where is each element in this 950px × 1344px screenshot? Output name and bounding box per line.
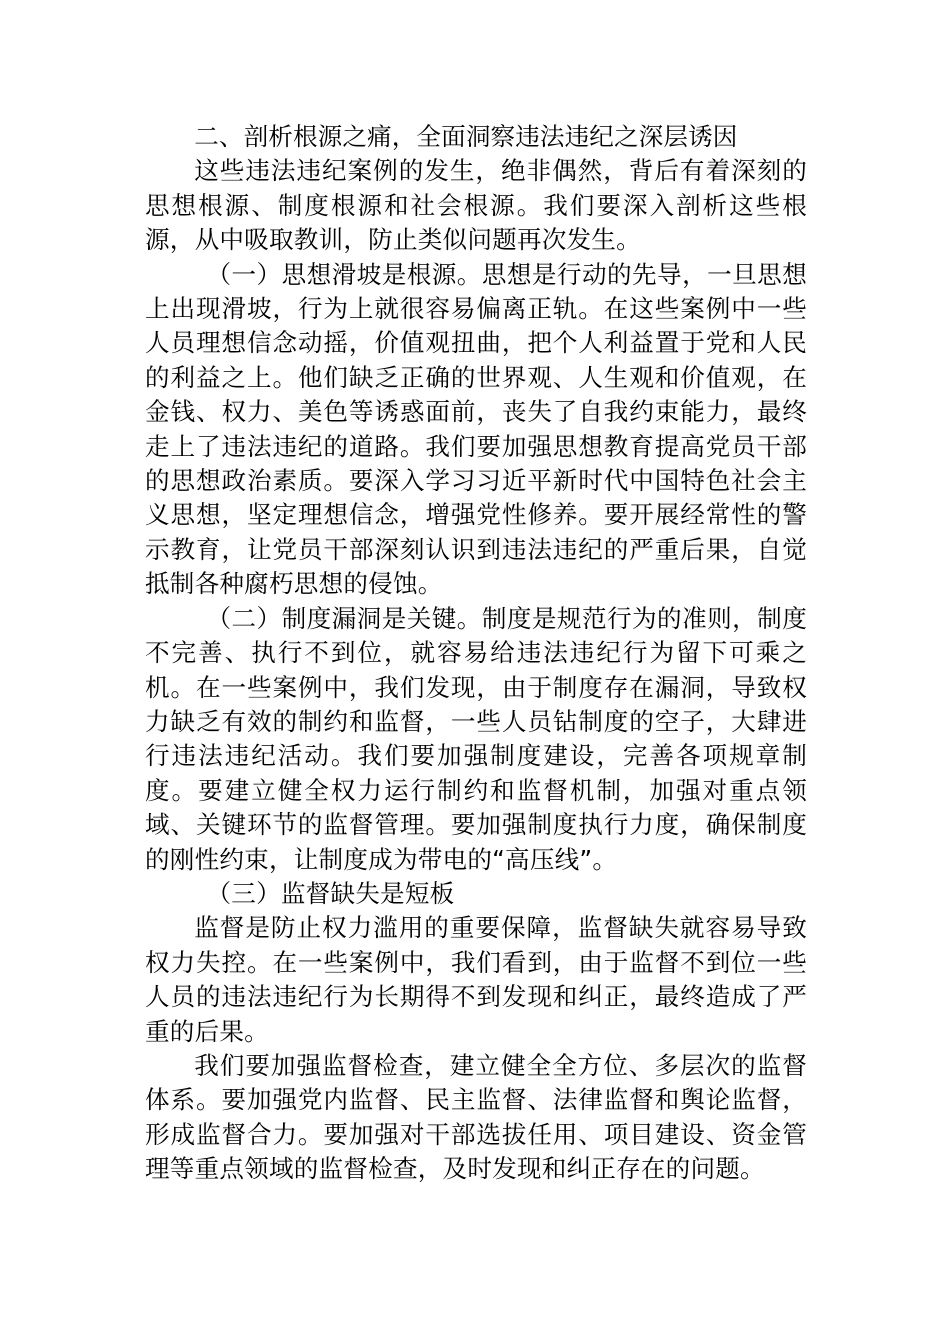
- paragraph-system-loopholes: （二）制度漏洞是关键。制度是规范行为的准则，制度不完善、执行不到位，就容易给违法违纪行为留下可乘之机。在一些案例中，我们发现，由于制度存在漏洞，导致权力缺乏有效的制约和监督，一些人员钻制度的空子，大肆进行违法违纪活动。我们要加强制度建设，完善各项规章制度。要建立健全权力运行制约和监督机制，加强对重点领域、关键环节的监督管理。要加强制度执行力度，确保制度的刚性约束，让制度成为带电的“高压线”。: [145, 603, 807, 874]
- paragraph-supervision-measures: 我们要加强监督检查，建立健全全方位、多层次的监督体系。要加强党内监督、民主监督、法律监督和舆论监督，形成监督合力。要加强对干部选拔任用、项目建设、资金管理等重点领域的监督检查，及时发现和纠正存在的问题。: [145, 1050, 807, 1184]
- paragraph-intro: 这些违法违纪案例的发生，绝非偶然，背后有着深刻的思想根源、制度根源和社会根源。我们要深入剖析这些根源，从中吸取教训，防止类似问题再次发生。: [145, 156, 807, 255]
- subheading-supervision: （三）监督缺失是短板: [206, 878, 455, 908]
- paragraph-supervision: 监督是防止权力滥用的重要保障，监督缺失就容易导致权力失控。在一些案例中，我们看到，由于监督不到位一些人员的违法违纪行为长期得不到发现和纠正，最终造成了严重的后果。: [145, 913, 807, 1046]
- section-heading: 二、剖析根源之痛，全面洞察违法违纪之深层诱因: [194, 122, 738, 151]
- document-body: [145, 120, 807, 1187]
- paragraph-ideology: （一）思想滑坡是根源。思想是行动的先导，一旦思想上出现滑坡，行为上就很容易偏离正轨。在这些案例中一些人员理想信念动摇，价值观扭曲，把个人利益置于党和人民的利益之上。他们缺乏正确的世界观、人生观和价值观，在金钱、权力、美色等诱惑面前，丧失了自我约束能力，最终走上了违法违纪的道路。我们要加强思想教育提高党员干部的思想政治素质。要深入学习习近平新时代中国特色社会主义思想，坚定理想信念，增强党性修养。要开展经常性的警示教育，让党员干部深刻认识到违法违纪的严重后果，自觉抵制各种腐朽思想的侵蚀。: [145, 259, 807, 599]
